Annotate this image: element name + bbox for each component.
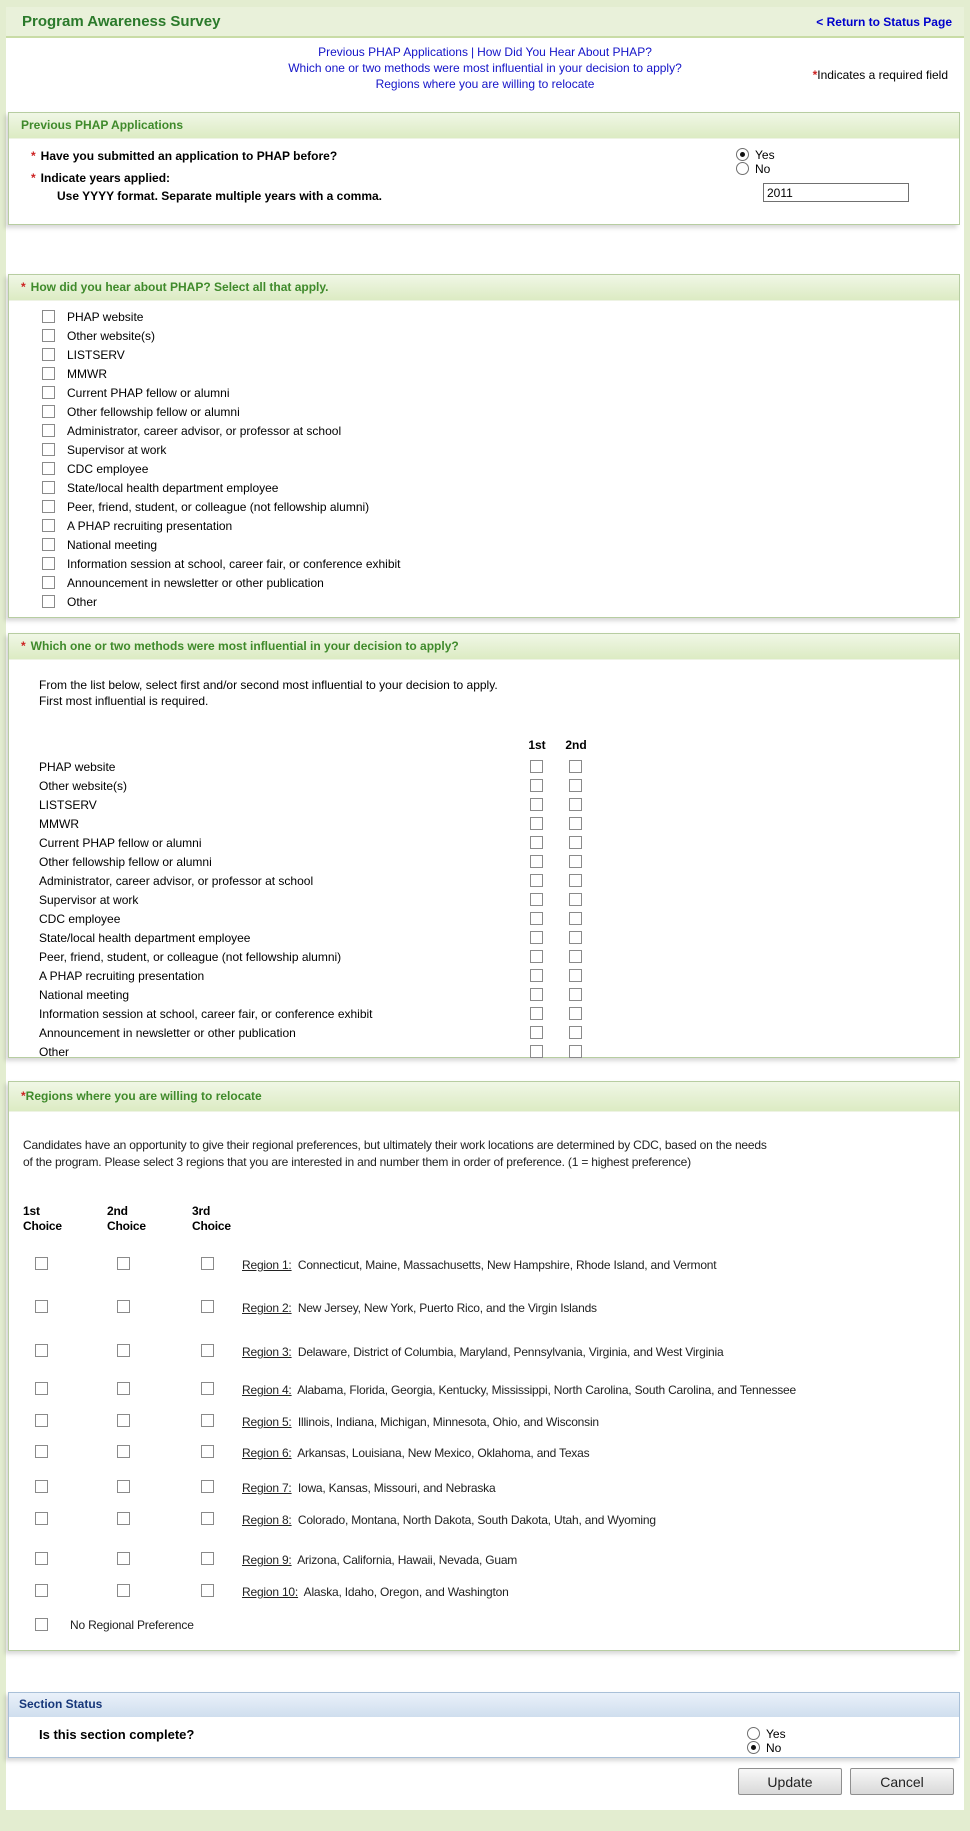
checkbox-listserv[interactable] xyxy=(42,348,55,361)
checkbox-1st-national-meeting[interactable] xyxy=(530,988,543,1001)
radio-complete-yes[interactable] xyxy=(747,1727,760,1740)
checkbox-region7-3rd[interactable] xyxy=(201,1480,214,1493)
region-7-states: Iowa, Kansas, Missouri, and Nebraska xyxy=(297,1481,496,1495)
checkbox-region7-1st[interactable] xyxy=(35,1480,48,1493)
form-actions xyxy=(738,1768,954,1795)
checkbox-1st-mmwr[interactable] xyxy=(530,817,543,830)
years-applied-input[interactable] xyxy=(763,183,909,202)
checkbox-phap-website[interactable] xyxy=(42,310,55,323)
checkbox-1st-recruiting-presentation[interactable] xyxy=(530,969,543,982)
influential-row: Information session at school, career fair, or conference exhibit xyxy=(39,1005,949,1024)
column-header-2nd: 2nd xyxy=(565,738,587,752)
checkbox-region8-3rd[interactable] xyxy=(201,1512,214,1525)
influential-row: CDC employee xyxy=(39,910,949,929)
influential-row: LISTSERV xyxy=(39,796,949,815)
page-title: Program Awareness Survey xyxy=(22,13,221,30)
influential-row: MMWR xyxy=(39,815,949,834)
region-row-10 xyxy=(9,1584,953,1602)
checkbox-region6-3rd[interactable] xyxy=(201,1445,214,1458)
checkbox-region3-2nd[interactable] xyxy=(117,1344,130,1357)
section-how-did-you-hear-header: * How did you hear about PHAP? Select all that apply. xyxy=(9,275,959,301)
checkbox-region4-2nd[interactable] xyxy=(117,1382,130,1395)
checkbox-region10-1st[interactable] xyxy=(35,1584,48,1597)
checkbox-1st-announcement[interactable] xyxy=(530,1026,543,1039)
checkbox-region1-1st[interactable] xyxy=(35,1257,48,1270)
region-6-states: Arkansas, Louisiana, New Mexico, Oklahoma, and Texas xyxy=(297,1446,590,1460)
required-asterisk: * xyxy=(31,171,36,185)
checkbox-other-fellowship[interactable] xyxy=(42,405,55,418)
checkbox-2nd-national-meeting[interactable] xyxy=(569,988,582,1001)
influential-row: Announcement in newsletter or other publication xyxy=(39,1024,949,1043)
section-previous-applications xyxy=(8,112,960,225)
region-row-4 xyxy=(9,1382,953,1400)
checkbox-mmwr[interactable] xyxy=(42,367,55,380)
hear-option-row: A PHAP recruiting presentation xyxy=(42,517,959,536)
checkbox-region2-1st[interactable] xyxy=(35,1300,48,1313)
checkbox-region9-3rd[interactable] xyxy=(201,1552,214,1565)
title-bar xyxy=(6,7,964,38)
checkbox-region10-3rd[interactable] xyxy=(201,1584,214,1597)
column-header-1st: 1st xyxy=(528,738,546,752)
region-2-link[interactable]: Region 2: xyxy=(242,1301,292,1315)
checkbox-other[interactable] xyxy=(42,595,55,608)
checkbox-region6-1st[interactable] xyxy=(35,1445,48,1458)
region-row-2 xyxy=(9,1300,953,1318)
influential-row: Other fellowship fellow or alumni xyxy=(39,853,949,872)
required-asterisk: * xyxy=(21,280,26,294)
radio-submitted-no-label: No xyxy=(755,162,771,176)
hear-option-row: Announcement in newsletter or other publication xyxy=(42,574,959,593)
column-header-2nd-choice: 2nd Choice xyxy=(107,1204,146,1233)
checkbox-region5-2nd[interactable] xyxy=(117,1414,130,1427)
radio-complete-yes-label: Yes xyxy=(766,1727,786,1741)
region-4-link[interactable]: Region 4: xyxy=(242,1383,292,1397)
region-5-link[interactable]: Region 5: xyxy=(242,1415,292,1429)
checkbox-announcement[interactable] xyxy=(42,576,55,589)
question-submitted-before: * Have you submitted an application to PHAP before? xyxy=(31,149,338,163)
checkbox-region9-1st[interactable] xyxy=(35,1552,48,1565)
hear-option-row: PHAP website xyxy=(42,308,959,327)
section-previous-applications-header: Previous PHAP Applications xyxy=(9,113,959,139)
checkbox-region1-2nd[interactable] xyxy=(117,1257,130,1270)
section-status-header: Section Status xyxy=(9,1693,959,1717)
section-regions xyxy=(8,1081,960,1651)
nav-link-how-did-you-hear[interactable]: How Did You Hear About PHAP? xyxy=(477,45,652,59)
hear-option-row: Information session at school, career fair, or conference exhibit xyxy=(42,555,959,574)
hear-option-row: Supervisor at work xyxy=(42,441,959,460)
region-5-states: Illinois, Indiana, Michigan, Minnesota, Ohio, and Wisconsin xyxy=(297,1415,599,1429)
checkbox-region10-2nd[interactable] xyxy=(117,1584,130,1597)
checkbox-no-regional-preference[interactable] xyxy=(35,1618,48,1631)
checkbox-region8-2nd[interactable] xyxy=(117,1512,130,1525)
checkbox-1st-information-session[interactable] xyxy=(530,1007,543,1020)
no-regional-preference-row xyxy=(35,1617,194,1635)
region-row-9 xyxy=(9,1552,953,1570)
checkbox-other-websites[interactable] xyxy=(42,329,55,342)
radio-complete-no[interactable] xyxy=(747,1741,760,1754)
influential-row: PHAP website xyxy=(39,758,949,777)
checkbox-2nd-listserv[interactable] xyxy=(569,798,582,811)
checkbox-region8-1st[interactable] xyxy=(35,1512,48,1525)
checkbox-2nd-state-local-health[interactable] xyxy=(569,931,582,944)
region-1-states: Connecticut, Maine, Massachusetts, New Hampshire, Rhode Island, and Vermont xyxy=(297,1258,717,1272)
influential-row: Supervisor at work xyxy=(39,891,949,910)
influential-row: Peer, friend, student, or colleague (not fellowship alumni) xyxy=(39,948,949,967)
checkbox-national-meeting[interactable] xyxy=(42,538,55,551)
checkbox-2nd-phap-website[interactable] xyxy=(569,760,582,773)
checkbox-2nd-recruiting-presentation[interactable] xyxy=(569,969,582,982)
checkbox-1st-administrator[interactable] xyxy=(530,874,543,887)
influential-row: A PHAP recruiting presentation xyxy=(39,967,949,986)
checkbox-1st-listserv[interactable] xyxy=(530,798,543,811)
radio-submitted-yes-label: Yes xyxy=(755,148,775,162)
nav-link-previous-applications[interactable]: Previous PHAP Applications xyxy=(318,45,468,59)
checkbox-region4-3rd[interactable] xyxy=(201,1382,214,1395)
checkbox-region7-2nd[interactable] xyxy=(117,1480,130,1493)
checkbox-recruiting-presentation[interactable] xyxy=(42,519,55,532)
checkbox-cdc-employee[interactable] xyxy=(42,462,55,475)
checkbox-2nd-information-session[interactable] xyxy=(569,1007,582,1020)
hear-option-row: Administrator, career advisor, or professor at school xyxy=(42,422,959,441)
checkbox-region6-2nd[interactable] xyxy=(117,1445,130,1458)
required-field-note: *Indicates a required field xyxy=(812,68,948,82)
checkbox-2nd-other[interactable] xyxy=(569,1045,582,1058)
no-regional-preference-label: No Regional Preference xyxy=(70,1618,194,1632)
region-row-3 xyxy=(9,1344,953,1362)
region-7-link[interactable]: Region 7: xyxy=(242,1481,292,1495)
checkbox-region9-2nd[interactable] xyxy=(117,1552,130,1565)
checkbox-1st-supervisor[interactable] xyxy=(530,893,543,906)
hear-option-row: National meeting xyxy=(42,536,959,555)
influential-row: Other website(s) xyxy=(39,777,949,796)
checkbox-1st-other[interactable] xyxy=(530,1045,543,1058)
section-most-influential xyxy=(8,633,960,1058)
section-complete-radio-group xyxy=(747,1727,959,1755)
region-9-states: Arizona, California, Hawaii, Nevada, Guam xyxy=(297,1553,518,1567)
checkbox-2nd-supervisor[interactable] xyxy=(569,893,582,906)
radio-submitted-no[interactable] xyxy=(736,162,749,175)
checkbox-1st-other-websites[interactable] xyxy=(530,779,543,792)
nav-link-regions[interactable]: Regions where you are willing to relocate xyxy=(375,77,595,91)
required-asterisk: * xyxy=(31,149,36,163)
checkbox-1st-phap-website[interactable] xyxy=(530,760,543,773)
years-format-hint: Use YYYY format. Separate multiple years with a comma. xyxy=(57,189,383,203)
influential-row: Administrator, career advisor, or professor at school xyxy=(39,872,949,891)
region-row-7 xyxy=(9,1480,953,1498)
hear-option-row: Other fellowship fellow or alumni xyxy=(42,403,959,422)
region-6-link[interactable]: Region 6: xyxy=(242,1446,292,1460)
region-9-link[interactable]: Region 9: xyxy=(242,1553,292,1567)
hear-option-row: MMWR xyxy=(42,365,959,384)
checkbox-2nd-other-websites[interactable] xyxy=(569,779,582,792)
return-to-status-page-link[interactable]: < Return to Status Page xyxy=(816,14,952,29)
region-8-states: Colorado, Montana, North Dakota, South Dakota, Utah, and Wyoming xyxy=(297,1513,656,1527)
column-header-3rd-choice: 3rd Choice xyxy=(192,1204,231,1233)
checkbox-region2-3rd[interactable] xyxy=(201,1300,214,1313)
question-years-applied: * Indicate years applied: xyxy=(31,171,171,185)
required-asterisk: * xyxy=(21,639,26,653)
checkbox-2nd-administrator[interactable] xyxy=(569,874,582,887)
region-2-states: New Jersey, New York, Puerto Rico, and the Virgin Islands xyxy=(297,1301,597,1315)
checkbox-region3-1st[interactable] xyxy=(35,1344,48,1357)
hear-option-row: State/local health department employee xyxy=(42,479,959,498)
region-10-states: Alaska, Idaho, Oregon, and Washington xyxy=(303,1585,509,1599)
checkbox-region5-1st[interactable] xyxy=(35,1414,48,1427)
influential-row: State/local health department employee xyxy=(39,929,949,948)
checkbox-2nd-cdc-employee[interactable] xyxy=(569,912,582,925)
column-header-1st-choice: 1st Choice xyxy=(23,1204,62,1233)
influential-row: National meeting xyxy=(39,986,949,1005)
region-row-6 xyxy=(9,1445,953,1463)
checkbox-supervisor[interactable] xyxy=(42,443,55,456)
radio-complete-no-label: No xyxy=(766,1741,782,1755)
checkbox-information-session[interactable] xyxy=(42,557,55,570)
hear-option-row: Peer, friend, student, or colleague (not fellowship alumni) xyxy=(42,498,959,517)
update-button[interactable]: Update xyxy=(738,1768,842,1795)
nav-link-most-influential[interactable]: Which one or two methods were most influential in your decision to apply? xyxy=(288,61,682,75)
hear-option-row: Current PHAP fellow or alumni xyxy=(42,384,959,403)
checkbox-region5-3rd[interactable] xyxy=(201,1414,214,1427)
nav-separator: | xyxy=(470,45,475,59)
checkbox-region1-3rd[interactable] xyxy=(201,1257,214,1270)
section-nav xyxy=(6,44,964,96)
section-most-influential-header: * Which one or two methods were most influential in your decision to apply? xyxy=(9,634,959,660)
checkbox-1st-cdc-employee[interactable] xyxy=(530,912,543,925)
region-1-link[interactable]: Region 1: xyxy=(242,1258,292,1272)
checkbox-state-local-health[interactable] xyxy=(42,481,55,494)
checkbox-2nd-other-fellowship[interactable] xyxy=(569,855,582,868)
section-complete-question: Is this section complete? xyxy=(39,1727,195,1742)
checkbox-1st-other-fellowship[interactable] xyxy=(530,855,543,868)
region-3-link[interactable]: Region 3: xyxy=(242,1345,292,1359)
region-10-link[interactable]: Region 10: xyxy=(242,1585,299,1599)
influential-row: Current PHAP fellow or alumni xyxy=(39,834,949,853)
radio-submitted-yes[interactable] xyxy=(736,148,749,161)
region-8-link[interactable]: Region 8: xyxy=(242,1513,292,1527)
required-asterisk: * xyxy=(812,68,818,82)
hear-option-row: Other website(s) xyxy=(42,327,959,346)
submitted-before-radio-group xyxy=(736,148,959,176)
checkbox-1st-current-phap-fellow[interactable] xyxy=(530,836,543,849)
section-regions-header: *Regions where you are willing to relocate xyxy=(9,1082,959,1112)
checkbox-1st-state-local-health[interactable] xyxy=(530,931,543,944)
checkbox-2nd-peer-friend[interactable] xyxy=(569,950,582,963)
checkbox-peer-friend[interactable] xyxy=(42,500,55,513)
region-3-states: Delaware, District of Columbia, Maryland, Pennsylvania, Virginia, and West Virginia xyxy=(297,1345,724,1359)
region-row-5 xyxy=(9,1414,953,1432)
region-row-8 xyxy=(9,1512,953,1530)
region-row-1 xyxy=(9,1257,953,1275)
cancel-button[interactable]: Cancel xyxy=(850,1768,954,1795)
checkbox-1st-peer-friend[interactable] xyxy=(530,950,543,963)
influential-instructions: From the list below, select first and/or second most influential to your decision to apply. First most influential is required. xyxy=(39,678,498,708)
section-how-did-you-hear xyxy=(8,274,960,618)
checkbox-2nd-mmwr[interactable] xyxy=(569,817,582,830)
influential-table xyxy=(39,758,949,1062)
checkbox-region4-1st[interactable] xyxy=(35,1382,48,1395)
hear-option-row: Other xyxy=(42,593,959,612)
influential-row: Other xyxy=(39,1043,949,1062)
checkbox-region2-2nd[interactable] xyxy=(117,1300,130,1313)
checkbox-region3-3rd[interactable] xyxy=(201,1344,214,1357)
hear-option-row: CDC employee xyxy=(42,460,959,479)
regions-description: Candidates have an opportunity to give their regional preferences, but ultimately their work locations are determined by CDC, based on the needs of the program. Please select 3 regions that you are interested in and number them in order of preference. (1 = highest preference) xyxy=(23,1138,767,1169)
checkbox-2nd-announcement[interactable] xyxy=(569,1026,582,1039)
checkbox-current-phap-fellow[interactable] xyxy=(42,386,55,399)
section-status xyxy=(8,1692,960,1758)
required-asterisk: * xyxy=(21,1089,26,1103)
region-4-states: Alabama, Florida, Georgia, Kentucky, Mississippi, North Carolina, South Carolina, and Tennessee xyxy=(297,1383,797,1397)
checkbox-administrator[interactable] xyxy=(42,424,55,437)
hear-option-row: LISTSERV xyxy=(42,346,959,365)
checkbox-2nd-current-phap-fellow[interactable] xyxy=(569,836,582,849)
